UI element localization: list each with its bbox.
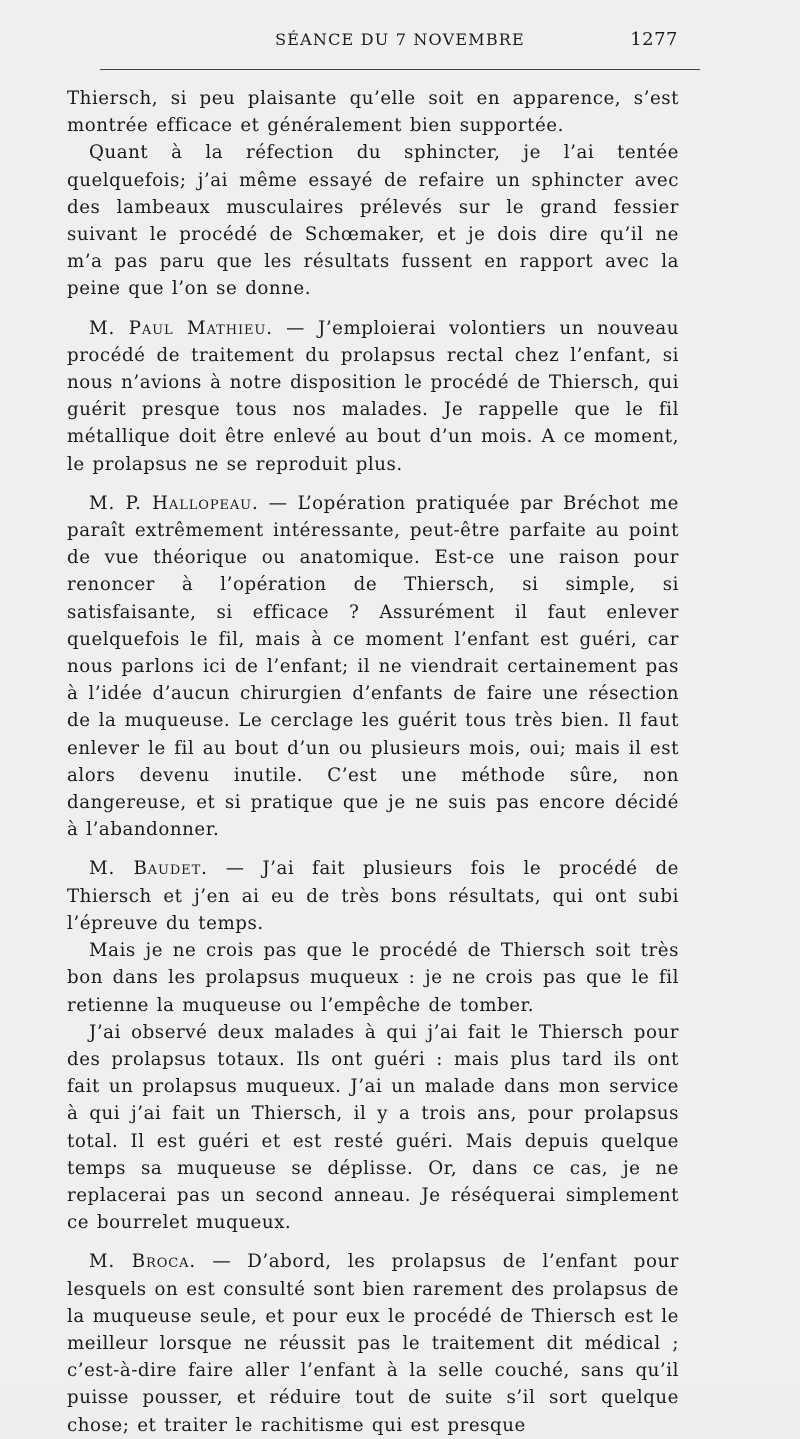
header-rule xyxy=(100,69,700,70)
paragraph-mathieu xyxy=(67,315,679,478)
paragraph-baudet-3 xyxy=(67,1019,679,1237)
speaker-name: M. Paul Mathieu. xyxy=(89,317,273,339)
paragraph-baudet-2 xyxy=(67,937,679,1019)
paragraph-text: Thiersch, si peu plaisante qu’elle soit en apparence, s’est montrée efficace et généralement bien supportée. xyxy=(67,88,679,137)
paragraph-text: — D’abord, les prolapsus de l’enfant pour lesquels on est consulté sont bien rarement des prolapsus de la muqueuse seule, et pour eux le procédé de Thiersch est le meilleur lorsque ne réussit pas le traitement dit médical ; c’est-à-dire faire aller l’enfant à la selle couché, sans qu’il puisse pousser, et réduire tout de suite s’il sort quelque chose; et traiter le rachitisme qui est presque xyxy=(67,1251,679,1436)
speaker-name: M. Baudet. xyxy=(89,858,208,880)
running-header xyxy=(0,30,800,56)
paragraph-text: — J’emploierai volontiers un nouveau procédé de traitement du prolapsus rectal chez l’enfant, si nous n’avions à notre disposition le procédé de Thiersch, qui guérit presque tous nos malades. Je rappelle que le fil métallique doit être enlevé au bout d’un mois. A ce moment, le prolapsus ne se reproduit plus. xyxy=(67,317,679,475)
paragraph-broca xyxy=(67,1248,679,1438)
paragraph-text: Mais je ne crois pas que le procédé de Thiersch soit très bon dans les prolapsus muqueux : je ne crois pas que le fil retienne la muqueuse ou l’empêche de tomber. xyxy=(67,940,679,1016)
header-title: SÉANCE DU 7 NOVEMBRE xyxy=(275,30,525,49)
speaker-name: M. P. Hallopeau. xyxy=(89,492,259,514)
page-number: 1277 xyxy=(630,29,678,50)
paragraph-text: — J’ai fait plusieurs fois le procédé de Thiersch et j’en ai eu de très bons résultats, qui ont subi l’épreuve du temps. xyxy=(67,858,679,934)
paragraph-sphincter xyxy=(67,139,679,302)
paragraph-text: Quant à la réfection du sphincter, je l’ai tentée quelquefois; j’ai même essayé de refaire un sphincter avec des lambeaux musculaires prélevés sur le grand fessier suivant le procédé de Schœmaker, et je dois dire qu’il ne m’a pas paru que les résultats fussent en rapport avec la peine que l’on se donne. xyxy=(67,142,679,300)
paragraph-continued xyxy=(67,85,679,139)
speaker-name: M. Broca. xyxy=(89,1251,197,1273)
paragraph-hallopeau xyxy=(67,490,679,844)
paragraph-baudet xyxy=(67,855,679,937)
paragraph-text: J’ai observé deux malades à qui j’ai fait le Thiersch pour des prolapsus totaux. Ils ont guéri : mais plus tard ils ont fait un prolapsus muqueux. J’ai un malade dans mon service à qui j’ai fait un Thiersch, il y a trois ans, pour prolapsus total. Il est guéri et est resté guéri. Mais depuis quelque temps sa muqueuse se déplisse. Or, dans ce cas, je ne replacerai pas un second anneau. Je réséquerai simplement ce bourrelet muqueux. xyxy=(67,1021,679,1234)
body-text xyxy=(67,85,679,1439)
paragraph-text: — L’opération pratiquée par Bréchot me paraît extrêmement intéressante, peut-être parfaite au point de vue théorique ou anatomique. Est-ce une raison pour renoncer à l’opération de Thiersch, si simple, si satisfaisante, si efficace ? Assurément il faut enlever quelquefois le fil, mais à ce moment l’enfant est guéri, car nous parlons ici de l’enfant; il ne viendrait certainement pas à l’idée d’aucun chirurgien d’enfants de faire une résection de la muqueuse. Le cerclage les guérit tous très bien. Il faut enlever le fil au bout d’un ou plusieurs mois, oui; mais il est alors devenu inutile. C’est une méthode sûre, non dangereuse, et si pratique que je ne suis pas encore décidé à l’abandonner. xyxy=(67,492,679,841)
